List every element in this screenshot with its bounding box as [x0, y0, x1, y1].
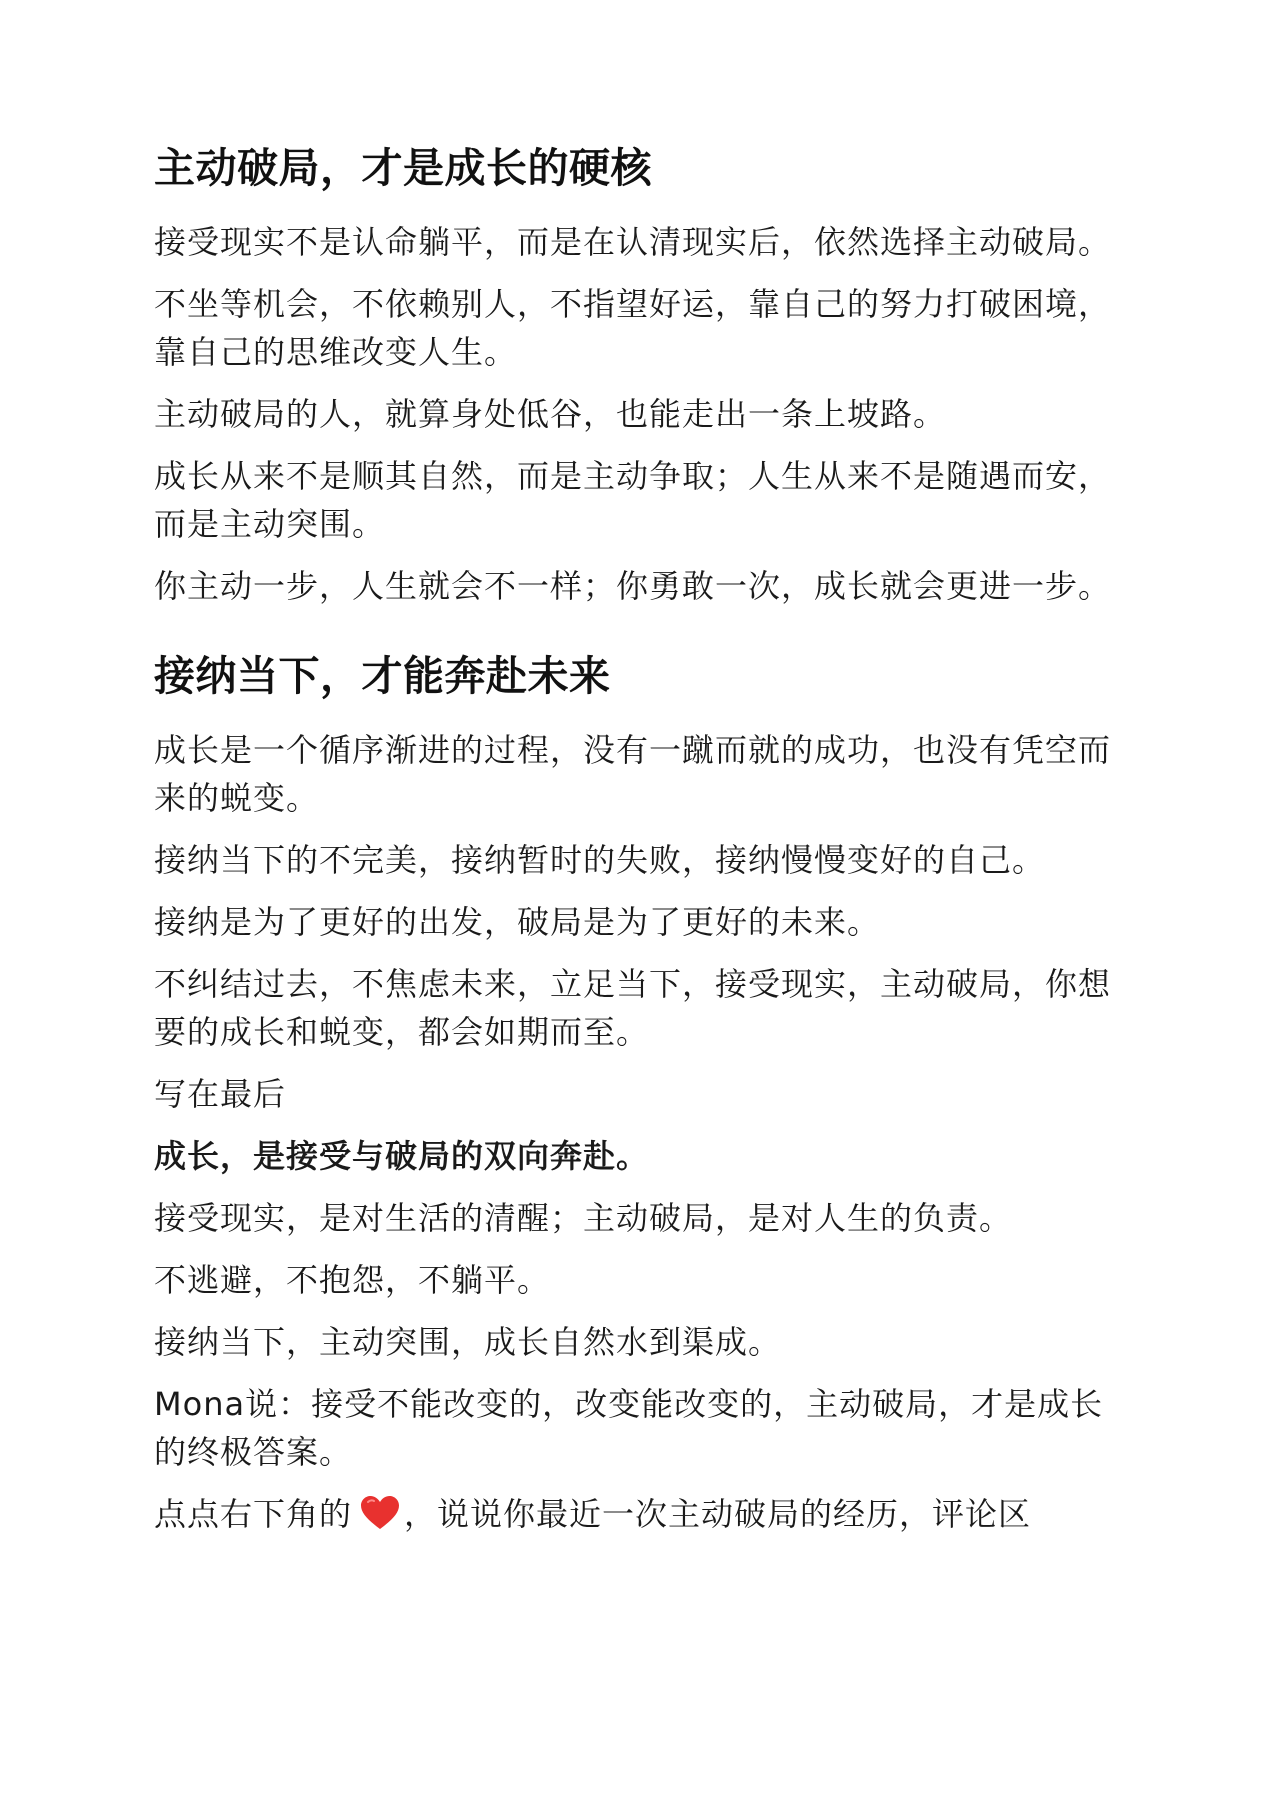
paragraph: 主动破局的人，就算身处低谷，也能走出一条上坡路。 — [154, 395, 947, 433]
paragraph: 成长从来不是顺其自然，而是主动争取；人生从来不是随遇而安，而是主动突围。 — [154, 457, 1112, 543]
paragraph: 你主动一步，人生就会不一样；你勇敢一次，成长就会更进一步。 — [154, 567, 1112, 605]
paragraph: 不坐等机会，不依赖别人，不指望好运，靠自己的努力打破困境，靠自己的思维改变人生。 — [154, 285, 1112, 371]
cta-text-after: ，说说你最近一次主动破局的经历，评论区 — [404, 1495, 1032, 1533]
closing-label: 写在最后 — [154, 1075, 287, 1113]
paragraph: 接受现实，是对生活的清醒；主动破局，是对人生的负责。 — [154, 1199, 1013, 1237]
section-heading-1: 主动破局，才是成长的硬核 — [154, 144, 652, 192]
paragraph: 接纳当下的不完美，接纳暂时的失败，接纳慢慢变好的自己。 — [154, 841, 1046, 879]
call-to-action — [154, 1490, 1124, 1538]
heart-icon — [360, 1495, 400, 1531]
paragraph: 接纳是为了更好的出发，破局是为了更好的未来。 — [154, 903, 881, 941]
article — [154, 140, 1124, 1552]
paragraph: 成长是一个循序渐进的过程，没有一蹴而就的成功，也没有凭空而来的蜕变。 — [154, 731, 1112, 817]
paragraph: 不逃避，不抱怨，不躺平。 — [154, 1261, 551, 1299]
closing-bold-line: 成长，是接受与破局的双向奔赴。 — [154, 1137, 650, 1175]
paragraph: 接纳当下，主动突围，成长自然水到渠成。 — [154, 1323, 782, 1361]
paragraph: 接受现实不是认命躺平，而是在认清现实后，依然选择主动破局。 — [154, 223, 1112, 261]
cta-text-before: 点点右下角的 — [154, 1495, 353, 1533]
paragraph: Mona说：接受不能改变的，改变能改变的，主动破局，才是成长的终极答案。 — [154, 1385, 1104, 1471]
section-heading-2: 接纳当下，才能奔赴未来 — [154, 652, 611, 700]
paragraph: 不纠结过去，不焦虑未来，立足当下，接受现实，主动破局，你想要的成长和蜕变，都会如期而至。 — [154, 965, 1112, 1051]
